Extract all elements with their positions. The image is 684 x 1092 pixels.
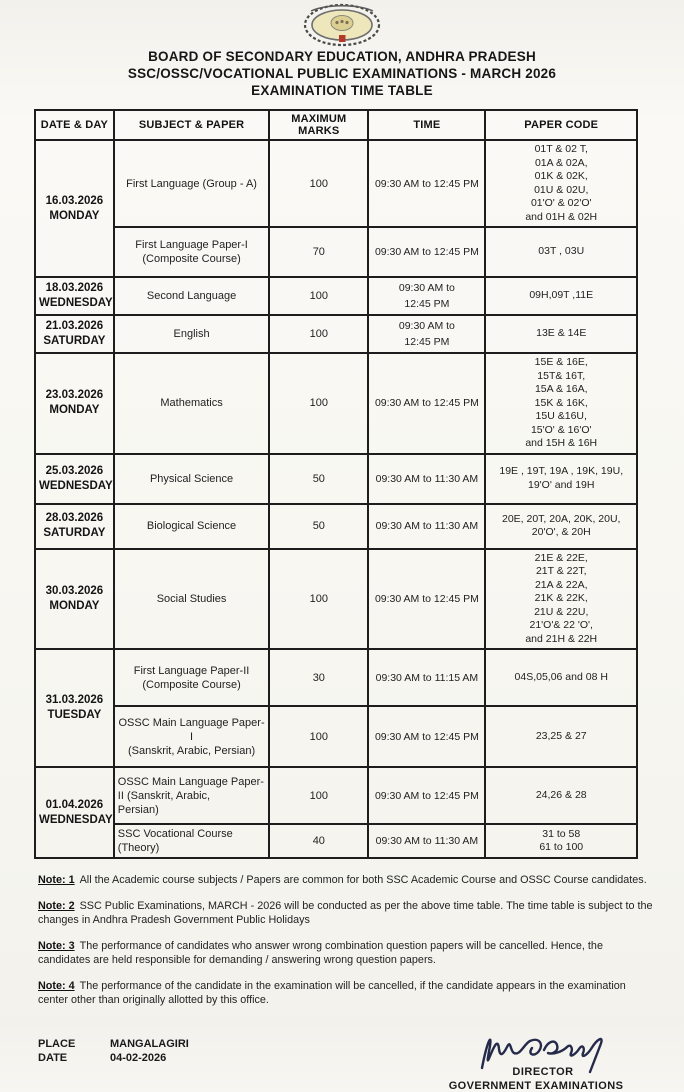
col-header-date-day: DATE & DAY	[35, 110, 114, 140]
exam-day: SATURDAY	[43, 527, 106, 539]
date-day-cell	[35, 315, 114, 353]
col-header-subject-paper: SUBJECT & PAPER	[114, 110, 270, 140]
date-day-cell	[35, 353, 114, 454]
subject-cell: OSSC Main Language Paper- II (Sanskrit, Arabic, Persian)	[114, 767, 270, 824]
table-row	[35, 454, 637, 504]
marks-cell: 50	[269, 454, 368, 504]
exam-day: MONDAY	[49, 209, 100, 222]
subject-cell: Physical Science	[114, 454, 270, 504]
notes-section	[38, 873, 654, 1008]
paper-code-cell: 20E, 20T, 20A, 20K, 20U, 20'O', & 20H	[485, 504, 637, 549]
board-emblem-icon	[301, 3, 383, 49]
subject-cell: Biological Science	[114, 504, 270, 549]
place-label: PLACE	[38, 1037, 76, 1050]
date-day-cell	[35, 549, 114, 650]
date-day-cell	[35, 454, 114, 504]
table-row	[35, 824, 637, 858]
col-header-paper-code: PAPER CODE	[485, 110, 637, 140]
exam-day: TUESDAY	[47, 709, 102, 721]
time-cell: 09:30 AM to 11:30 AM	[368, 454, 485, 504]
date-value: 04-02-2026	[110, 1051, 167, 1064]
document-header	[0, 48, 684, 99]
paper-code-cell: 15E & 16E, 15T& 16T, 15A & 16A, 15K & 16K, 15U &16U, 15'O' & 16'O' and 15H & 16H	[485, 353, 637, 454]
table-row	[35, 353, 637, 454]
time-cell: 09:30 AM to 12:45 PM	[368, 706, 485, 767]
note-2-label: Note: 2	[38, 899, 75, 912]
note-3	[38, 939, 654, 968]
note-2-text: SSC Public Examinations, MARCH - 2026 will be conducted as per the above time table. The time table is subject to the changes in Andhra Pradesh Government Public Holidays	[38, 899, 653, 926]
exam-date: 21.03.2026	[45, 320, 104, 332]
marks-cell: 100	[269, 706, 368, 767]
exam-date: 30.03.2026	[45, 584, 104, 597]
exam-date: 16.03.2026	[45, 194, 104, 207]
paper-code-cell: 24,26 & 28	[485, 767, 637, 824]
place-value: MANGALAGIRI	[110, 1037, 189, 1050]
table-row	[35, 315, 637, 353]
paper-code-cell: 04S,05,06 and 08 H	[485, 649, 637, 706]
signatory-org: GOVERNMENT EXAMINATIONS	[448, 1079, 624, 1092]
table-row	[35, 140, 637, 227]
table-row	[35, 549, 637, 650]
marks-cell: 100	[269, 767, 368, 824]
note-1-label: Note: 1	[38, 874, 75, 886]
org-title: BOARD OF SECONDARY EDUCATION, ANDHRA PRADESH	[148, 49, 536, 64]
marks-cell: 100	[269, 277, 368, 315]
date-label: DATE	[38, 1051, 68, 1064]
signatory-title: DIRECTOR	[512, 1065, 574, 1078]
note-2	[38, 899, 654, 928]
note-1-text: All the Academic course subjects / Papers are common for both SSC Academic Course and OSSC Course candidates.	[79, 874, 647, 886]
note-3-label: Note: 3	[38, 939, 75, 952]
exam-day: WEDNESDAY	[39, 297, 113, 309]
time-cell: 09:30 AM to 11:30 AM	[368, 824, 485, 858]
date-day-cell	[35, 504, 114, 549]
timetable-title: EXAMINATION TIME TABLE	[251, 83, 433, 98]
exam-date: 31.03.2026	[45, 694, 104, 706]
date-day-cell	[35, 767, 114, 858]
paper-code-cell: 21E & 22E, 21T & 22T, 21A & 22A, 21K & 22K, 21U & 22U, 21'O'& 22 'O', and 21H & 22H	[485, 549, 637, 650]
subject-cell: First Language Paper-I (Composite Course)	[114, 227, 270, 277]
time-cell: 09:30 AM to 12:45 PM	[368, 140, 485, 227]
table-row	[35, 277, 637, 315]
subject-cell: OSSC Main Language Paper-I (Sanskrit, Arabic, Persian)	[114, 706, 270, 767]
note-4	[38, 979, 654, 1008]
marks-cell: 30	[269, 649, 368, 706]
time-cell: 09:30 AM to 12:45 PM	[368, 353, 485, 454]
paper-code-cell: 09H,09T ,11E	[485, 277, 637, 315]
marks-cell: 100	[269, 353, 368, 454]
exam-day: WEDNESDAY	[39, 479, 113, 492]
exam-date: 28.03.2026	[45, 512, 104, 524]
col-header-time: TIME	[368, 110, 485, 140]
time-cell: 09:30 AM to 11:30 AM	[368, 504, 485, 549]
date-day-cell	[35, 277, 114, 315]
paper-code-cell: 23,25 & 27	[485, 706, 637, 767]
note-3-text: The performance of candidates who answer wrong combination question papers will be cancelled. Hence, the candidates are held responsible for demanding / answering wrong question papers.	[38, 939, 603, 966]
time-cell: 09:30 AM to 12:45 PM	[368, 277, 485, 315]
subject-cell: First Language Paper-II (Composite Course)	[114, 649, 270, 706]
subject-cell: First Language (Group - A)	[114, 140, 270, 227]
exam-date: 01.04.2026	[45, 798, 104, 811]
subject-cell: English	[114, 315, 270, 353]
marks-cell: 100	[269, 549, 368, 650]
paper-code-cell: 19E , 19T, 19A , 19K, 19U, 19'O' and 19H	[485, 454, 637, 504]
subject-cell: SSC Vocational Course (Theory)	[114, 824, 270, 858]
exam-day: MONDAY	[49, 599, 100, 612]
marks-cell: 50	[269, 504, 368, 549]
signature-block	[442, 1024, 630, 1092]
note-1	[38, 873, 654, 888]
exam-timetable	[34, 109, 638, 859]
table-header-row	[35, 110, 637, 140]
marks-cell: 100	[269, 315, 368, 353]
exam-date: 25.03.2026	[45, 464, 104, 477]
time-cell: 09:30 AM to 12:45 PM	[368, 549, 485, 650]
marks-cell: 40	[269, 824, 368, 858]
table-row	[35, 504, 637, 549]
exam-date: 23.03.2026	[45, 389, 104, 402]
time-cell: 09:30 AM to 12:45 PM	[368, 767, 485, 824]
paper-code-cell: 31 to 58 61 to 100	[485, 824, 637, 858]
exam-day: SATURDAY	[43, 335, 106, 347]
time-cell: 09:30 AM to 12:45 PM	[368, 315, 485, 353]
paper-code-cell: 03T , 03U	[485, 227, 637, 277]
marks-cell: 70	[269, 227, 368, 277]
date-day-cell	[35, 140, 114, 277]
time-cell: 09:30 AM to 11:15 AM	[368, 649, 485, 706]
paper-code-cell: 01T & 02 T, 01A & 02A, 01K & 02K, 01U & 02U, 01'O' & 02'O' and 01H & 02H	[485, 140, 637, 227]
table-row	[35, 227, 637, 277]
col-header-maximum-marks: MAXIMUM MARKS	[269, 110, 368, 140]
footer	[38, 1024, 636, 1092]
date-day-cell	[35, 649, 114, 767]
table-row	[35, 706, 637, 767]
place-date-block	[38, 1038, 189, 1064]
marks-cell: 100	[269, 140, 368, 227]
table-row	[35, 767, 637, 824]
exam-date: 18.03.2026	[45, 282, 104, 294]
subject-cell: Mathematics	[114, 353, 270, 454]
time-cell: 09:30 AM to 12:45 PM	[368, 227, 485, 277]
subject-cell: Social Studies	[114, 549, 270, 650]
logo-area	[0, 0, 684, 47]
exam-title: SSC/OSSC/VOCATIONAL PUBLIC EXAMINATIONS - MARCH 2026	[127, 66, 557, 81]
note-4-label: Note: 4	[38, 979, 75, 992]
paper-code-cell: 13E & 14E	[485, 315, 637, 353]
note-4-text: The performance of the candidate in the examination will be cancelled, if the candidate appears in the examination center other than originally allotted by this office.	[38, 979, 626, 1006]
exam-day: MONDAY	[49, 404, 100, 417]
exam-day: WEDNESDAY	[39, 813, 113, 826]
table-row	[35, 649, 637, 706]
subject-cell: Second Language	[114, 277, 270, 315]
